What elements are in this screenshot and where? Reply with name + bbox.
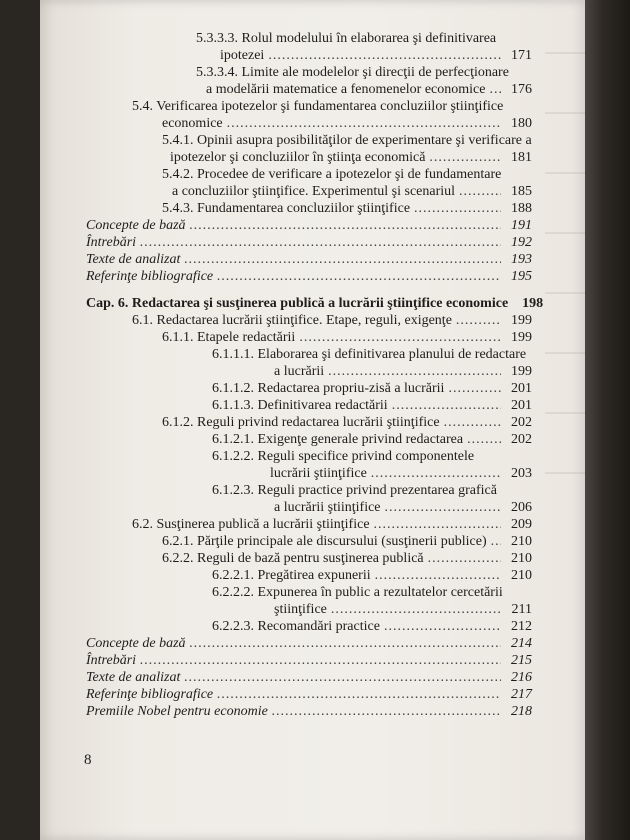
toc-line <box>86 448 532 465</box>
bleed-through-text <box>545 30 585 530</box>
toc-line <box>86 567 532 584</box>
toc-page-number: 210 <box>511 534 532 549</box>
toc-line <box>86 516 532 533</box>
toc-line <box>86 499 532 516</box>
toc-page-number: 203 <box>511 466 532 481</box>
toc-page-number: 209 <box>511 517 532 532</box>
toc-entry-title: ştiinţifice <box>274 602 327 617</box>
toc-entry-title: lucrării ştiinţifice <box>270 466 367 481</box>
toc-line <box>86 329 532 346</box>
toc-line <box>86 183 532 200</box>
toc-entry-title: Concepte de bază <box>86 218 186 233</box>
toc-page-number: 215 <box>511 653 532 668</box>
toc-entry <box>86 414 532 431</box>
toc-entry-title: Texte de analizat <box>86 670 181 685</box>
toc-page-number: 217 <box>511 687 532 702</box>
dot-leader <box>184 669 501 686</box>
toc-entry-title: Cap. 6. Redactarea şi susţinerea publică a lucrării ştiinţifice economice <box>86 296 509 311</box>
toc-entry-title: Întrebări <box>86 653 137 668</box>
toc-page-number: 198 <box>522 296 544 311</box>
toc-entry-title: 6.2.1. Părţile principale ale discursului (susţinerii publice) <box>162 534 487 549</box>
toc-entry <box>86 618 532 635</box>
toc-line <box>86 465 532 482</box>
dot-leader <box>467 431 501 448</box>
chapter-gap <box>86 285 532 295</box>
toc-line <box>86 618 532 635</box>
toc-line <box>86 30 532 47</box>
toc-page-number: 210 <box>511 568 532 583</box>
toc-line <box>86 115 532 132</box>
toc-entry-title: 6.1.2.1. Exigenţe generale privind redactarea <box>212 432 464 447</box>
dot-leader <box>371 465 501 482</box>
toc-entry-title: 6.1.1. Etapele redactării <box>162 330 296 345</box>
toc-line <box>86 268 532 285</box>
dot-leader <box>140 234 501 251</box>
toc-entry-title: 6.2.2.2. Expunerea în public a rezultatelor cercetării <box>212 585 503 600</box>
toc-line <box>86 64 532 81</box>
toc-entry <box>86 346 532 380</box>
toc-page-number: 199 <box>511 364 532 379</box>
toc-line <box>86 200 532 217</box>
toc-entry-title: 6.2.2.1. Pregătirea expunerii <box>212 568 371 583</box>
dot-leader <box>217 686 501 703</box>
toc-entry <box>86 64 532 98</box>
dot-leader <box>429 149 501 166</box>
toc-page-number: 216 <box>511 670 532 685</box>
toc-page-number: 202 <box>511 415 532 430</box>
toc-entry-title: 6.1.1.3. Definitivarea redactării <box>212 398 388 413</box>
toc-page-number: 191 <box>511 218 532 233</box>
dot-leader <box>374 516 501 533</box>
toc-entry <box>86 431 532 448</box>
toc-line <box>86 601 532 618</box>
toc-page-number: 181 <box>511 150 532 165</box>
toc-entry <box>86 268 532 285</box>
toc-entry <box>86 567 532 584</box>
toc-line <box>86 414 532 431</box>
toc-line <box>86 686 532 703</box>
toc-entry <box>86 380 532 397</box>
toc-entry <box>86 329 532 346</box>
toc-entry <box>86 234 532 251</box>
toc-line <box>86 166 532 183</box>
dot-leader <box>190 217 501 234</box>
dot-leader <box>299 329 501 346</box>
dot-leader <box>217 268 501 285</box>
toc-entry-title: a lucrării <box>274 364 325 379</box>
toc-page-number: 185 <box>511 184 532 199</box>
toc-page-number: 195 <box>511 269 532 284</box>
toc-entry-title: ipotezei <box>220 48 265 63</box>
toc-line <box>86 703 532 720</box>
toc-entry <box>86 652 532 669</box>
dot-leader <box>384 618 501 635</box>
toc-line <box>86 669 532 686</box>
toc-line <box>86 363 532 380</box>
toc-entry-title: 5.3.3.3. Rolul modelului în elaborarea şi definitivarea <box>196 31 497 46</box>
dot-leader <box>392 397 501 414</box>
toc-line <box>86 652 532 669</box>
toc-entry-title: a modelării matematice a fenomenelor economice <box>206 82 486 97</box>
toc-page-number: 201 <box>511 398 532 413</box>
toc-line <box>86 132 532 149</box>
toc-page-number: 210 <box>511 551 532 566</box>
dot-leader <box>190 635 501 652</box>
dot-leader <box>331 601 501 618</box>
toc-entry-title: 5.3.3.4. Limite ale modelelor şi direcţii de perfecţionare <box>196 65 509 80</box>
toc-line <box>86 397 532 414</box>
dot-leader <box>444 414 501 431</box>
toc-entry-title: 5.4.2. Procedee de verificare a ipotezelor şi de fundamentare <box>162 167 502 182</box>
dot-leader <box>375 567 501 584</box>
toc-line <box>86 584 532 601</box>
toc-entry <box>86 200 532 217</box>
toc-page-number: 192 <box>511 235 532 250</box>
toc-line <box>86 295 544 312</box>
toc-line <box>86 346 532 363</box>
dot-leader <box>428 550 501 567</box>
toc-entry <box>86 584 532 618</box>
page-number-folio: 8 <box>84 752 92 768</box>
toc-entry <box>86 30 532 64</box>
toc-entry <box>86 251 532 268</box>
dot-leader <box>272 703 501 720</box>
toc-entry-title: Întrebări <box>86 235 137 250</box>
toc-line <box>86 251 532 268</box>
toc-entry-title: Texte de analizat <box>86 252 181 267</box>
dot-leader <box>414 200 501 217</box>
toc-entry-title: a lucrării ştiinţifice <box>274 500 381 515</box>
toc-line <box>86 47 532 64</box>
toc-line <box>86 533 532 550</box>
toc-entry <box>86 448 532 482</box>
toc-entry-title: 6.1.2.3. Reguli practice privind prezentarea grafică <box>212 483 497 498</box>
toc-entry-title: 5.4.3. Fundamentarea concluziilor ştiinţifice <box>162 201 411 216</box>
toc-entry <box>86 516 532 533</box>
toc-line <box>86 234 532 251</box>
toc-entry <box>86 686 532 703</box>
toc-line <box>86 482 532 499</box>
toc-entry <box>86 397 532 414</box>
toc-entry-title: Concepte de bază <box>86 636 186 651</box>
toc-entry-title: 6.1. Redactarea lucrării ştiinţifice. Etape, reguli, exigenţe <box>132 313 452 328</box>
toc-line <box>86 81 532 98</box>
toc-entry <box>86 217 532 234</box>
toc-entry <box>86 295 544 312</box>
toc-entry-title: 5.4. Verificarea ipotezelor şi fundamentarea concluziilor ştiinţifice <box>132 99 504 114</box>
toc-entry-title: a concluziilor ştiinţifice. Experimentul şi scenariul <box>172 184 456 199</box>
toc-page-number: 202 <box>511 432 532 447</box>
toc-line <box>86 550 532 567</box>
facing-page-shadow <box>585 0 630 840</box>
dot-leader <box>184 251 501 268</box>
toc-entry-title: 6.2. Susţinerea publică a lucrării ştiinţifice <box>132 517 370 532</box>
toc-page-number: 193 <box>511 252 532 267</box>
toc-page-number: 201 <box>511 381 532 396</box>
toc-page-number: 176 <box>511 82 532 97</box>
dot-leader <box>227 115 501 132</box>
toc-entry-title: ipotezelor şi concluziilor în ştiinţa economică <box>170 150 426 165</box>
dot-leader <box>456 312 501 329</box>
toc-entry-title: 6.2.2. Reguli de bază pentru susţinerea publică <box>162 551 424 566</box>
toc-entry <box>86 533 532 550</box>
toc-entry <box>86 550 532 567</box>
toc-entry <box>86 98 532 132</box>
toc-page-number: 199 <box>511 330 532 345</box>
dot-leader <box>140 652 501 669</box>
toc-entry <box>86 482 532 516</box>
toc-line <box>86 635 532 652</box>
toc-entry-title: 6.2.2.3. Recomandări practice <box>212 619 380 634</box>
toc-line <box>86 98 532 115</box>
toc-page-number: 188 <box>511 201 532 216</box>
toc-page-number: 214 <box>511 636 532 651</box>
dot-leader <box>489 81 501 98</box>
dot-leader <box>385 499 501 516</box>
toc-entry-title: 6.1.1.1. Elaborarea şi definitivarea planului de redactare <box>212 347 527 362</box>
dot-leader <box>459 183 501 200</box>
toc-entry <box>86 132 532 166</box>
toc-page-number: 206 <box>511 500 532 515</box>
toc-page-number: 199 <box>511 313 532 328</box>
toc-entry-title: 5.4.1. Opinii asupra posibilităţilor de experimentare şi verificare a <box>162 133 532 148</box>
toc-entry-title: 6.1.1.2. Redactarea propriu-zisă a lucrării <box>212 381 445 396</box>
toc-entry <box>86 703 532 720</box>
dot-leader <box>448 380 501 397</box>
toc-entry-title: Referinţe bibliografice <box>86 269 214 284</box>
toc-entry-title: 6.1.2.2. Reguli specifice privind componentele <box>212 449 475 464</box>
toc-entry <box>86 669 532 686</box>
toc-line <box>86 217 532 234</box>
toc-line <box>86 149 532 166</box>
toc-entry <box>86 166 532 200</box>
toc-entry-title: economice <box>162 116 223 131</box>
table-of-contents <box>86 30 544 720</box>
toc-page-number: 171 <box>511 48 532 63</box>
toc-entry <box>86 312 532 329</box>
toc-line <box>86 431 532 448</box>
dot-leader <box>328 363 501 380</box>
toc-page-number: 180 <box>511 116 532 131</box>
toc-line <box>86 380 532 397</box>
toc-page-number: 211 <box>511 602 532 617</box>
toc-entry <box>86 635 532 652</box>
toc-page-number: 218 <box>511 704 532 719</box>
dot-leader <box>491 533 501 550</box>
toc-entry-title: Premiile Nobel pentru economie <box>86 704 268 719</box>
dot-leader <box>268 47 501 64</box>
toc-entry-title: 6.1.2. Reguli privind redactarea lucrării ştiinţifice <box>162 415 440 430</box>
toc-page-number: 212 <box>511 619 532 634</box>
toc-line <box>86 312 532 329</box>
toc-entry-title: Referinţe bibliografice <box>86 687 214 702</box>
